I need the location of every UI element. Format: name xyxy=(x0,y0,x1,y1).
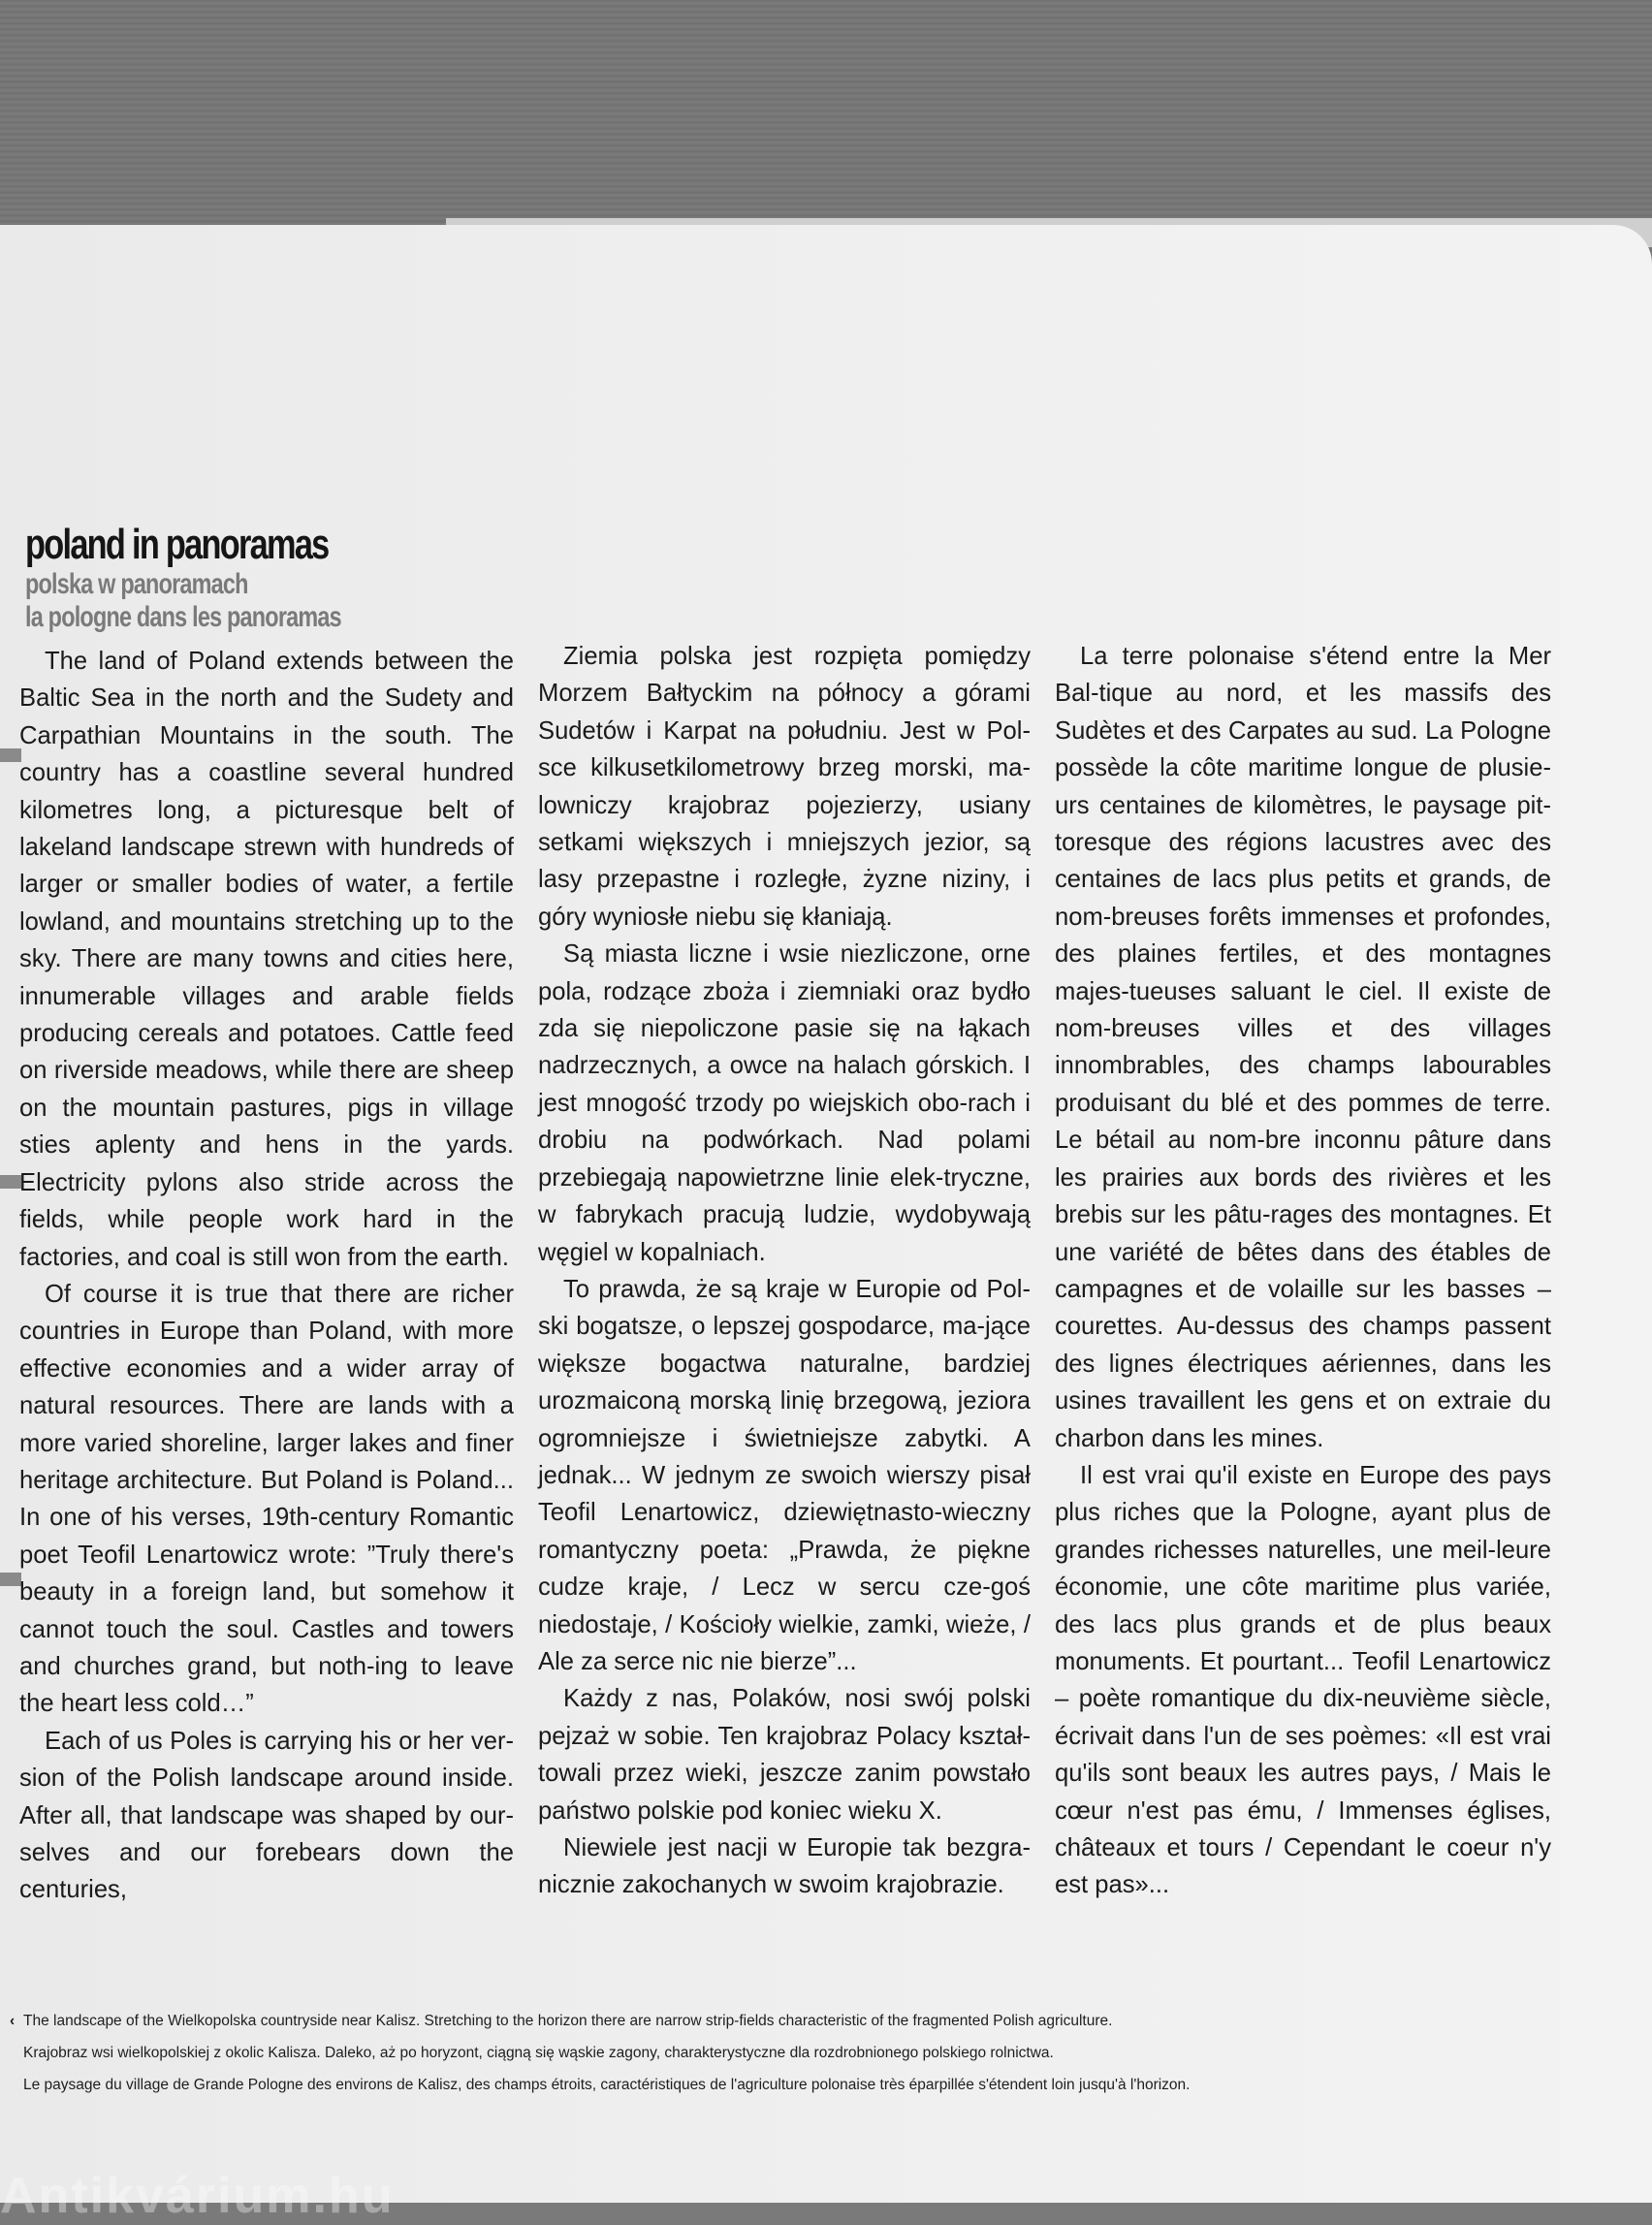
page-title: poland in panoramas xyxy=(25,521,329,568)
paragraph: Każdy z nas, Polaków, nosi swój polski pejzaż w sobie. Ten krajobraz Polacy kształ-towali przez wieki, jeszcze zanim powstało państwo polskie pod koniec wieku X. xyxy=(538,1685,1031,1825)
paragraph: Ziemia polska jest rozpięta pomiędzy Morzem Bałtyckim na północy a górami Sudetów i Karpat na południu. Jest w Pol-sce kilkusetkilometrowy brzeg morski, ma-lowniczy krajobraz pojezierzy, usiany setkami większych i mniejszych jezior, są lasy przepastne i rozległe, żyzne niziny, i góry wyniosłe niebu się kłaniają. xyxy=(538,643,1031,931)
paragraph: Il est vrai qu'il existe en Europe des pays plus riches que la Pologne, ayant plus de grandes richesses naturelles, une meil-leure économie, une côte maritime plus variée, des lacs plus grands et de plus beaux monuments. Et pourtant... Teofil Lenartowicz – poète romantique du dix-neuvième siècle, écrivait dans l'un de ses poèmes: «Il est vrai qu'ils sont beaux les autres pays, / Mais le cœur n'est pas ému, / Immenses églises, châteaux et tours / Cependant le coeur n'y est pas»... xyxy=(1055,1461,1551,1899)
english-column xyxy=(19,643,514,1909)
caption-polish: Krajobraz wsi wielkopolskiej z okolic Kalisza. Daleko, aż po horyzont, ciągną się wąskie zagony, charakterystyczne dla rozdrobnionego polskiego rolnictwa. xyxy=(23,2045,1054,2061)
photo-caption xyxy=(10,2005,1561,2101)
french-column xyxy=(1055,638,1551,1904)
arrow-left-icon: ‹ xyxy=(10,2013,16,2029)
caption-english-text: The landscape of the Wielkopolska countryside near Kalisz. Stretching to the horizon there are narrow strip-fields characteristic of the fragmented Polish agriculture. xyxy=(23,2013,1113,2029)
paragraph: Niewiele jest nacji w Europie tak bezgra-nicznie zakochanych w swoim krajobrazie. xyxy=(538,1834,1031,1899)
spine-marks xyxy=(0,748,21,1621)
background-surface xyxy=(0,0,1652,252)
paragraph: The land of Poland extends between the Baltic Sea in the north and the Sudety and Carpathian Mountains in the south. The country has a coastline several hundred kilometres long, a picturesque belt of lakeland landscape strewn with hundreds of larger or smaller bodies of water, a fertile lowland, and mountains stretching up to the sky. There are many towns and cities here, innumerable villages and arable fields producing cereals and potatoes. Cattle feed on riverside meadows, while there are sheep on the mountain pastures, pigs in village sties aplenty and hens in the yards. Electricity pylons also stride across the fields, while people work hard in the factories, and coal is still won from the earth. xyxy=(19,648,514,1271)
page-subtitle-french: la pologne dans les panoramas xyxy=(25,601,341,633)
paragraph: Each of us Poles is carrying his or her ver-sion of the Polish landscape around inside. After all, that landscape was shaped by our-selves and our forebears down the centuries, xyxy=(19,1727,514,1904)
paragraph: La terre polonaise s'étend entre la Mer Bal-tique au nord, et les massifs des Sudètes et des Carpates au sud. La Pologne possède la côte maritime longue de plusie-urs centaines de kilomètres, le paysage pit-toresque des régions lacustres avec des centaines de lacs plus petits et grands, de nom-breuses forêts immenses et profondes, des plaines fertiles, et des montagnes majes-tueuses saluant le ciel. Il existe de nom-breuses villes et des villages innombrables, des champs labourables produisant du blé et des pommes de terre. Le bétail au nom-bre inconnu pâture dans les prairies aux bords des rivières et les brebis sur les pâtu-rages des montagnes. Et une variété de bêtes dans des étables de campagnes et de volaille sur les basses – courettes. Au-dessus des champs passent des lignes électriques aériennes, dans les usines travaillent les gens et on extraie du charbon dans les mines. xyxy=(1055,643,1551,1452)
paragraph: To prawda, że są kraje w Europie od Pol-ski bogatsze, o lepszej gospodarce, ma-jące większe bogactwa naturalne, bardziej urozmaiconą morską linię brzegową, jeziora ogromniejsze i świetniejsze zabytki. A jednak... W jednym ze swoich wierszy pisał Teofil Lenartowicz, dziewiętnasto-wieczny romantyczny poeta: „Prawda, że piękne cudze kraje, / Lecz w sercu cze-goś niedostaje, / Kościoły wielkie, zamki, wieże, / Ale za serce nic nie bierze”... xyxy=(538,1275,1031,1675)
paragraph: Of course it is true that there are richer countries in Europe than Poland, with more effective economies and a wider array of natural resources. There are lands with a more varied shoreline, larger lakes and finer heritage architecture. But Poland is Poland... In one of his verses, 19th-century Romantic poet Teofil Lenartowicz wrote: ”Truly there's beauty in a foreign land, but somehow it cannot touch the soul. Castles and towers and churches grand, but noth-ing to leave the heart less cold…” xyxy=(19,1280,514,1718)
paragraph: Są miasta liczne i wsie niezliczone, orne pola, rodzące zboża i ziemniaki oraz bydło zda się niepoliczone pasie się na łąkach nadrzecznych, a owce na halach górskich. I jest mnogość trzody po wiejskich obo-rach i drobiu na podwórkach. Nad polami przebiegają napowietrzne linie elek-tryczne, w fabrykach pracują ludzie, wydobywają węgiel w kopalniach. xyxy=(538,940,1031,1266)
watermark: Antikvárium.hu xyxy=(0,2168,395,2224)
page-heading xyxy=(25,522,430,634)
caption-french: Le paysage du village de Grande Pologne des environs de Kalisz, des champs étroits, caractéristiques de l'agriculture polonaise très éparpillée s'étendent loin jusqu'à l'horizon. xyxy=(23,2077,1191,2093)
page-subtitle-polish: polska w panoramach xyxy=(25,568,248,600)
caption-english xyxy=(10,2005,1561,2037)
polish-column xyxy=(538,638,1031,1904)
